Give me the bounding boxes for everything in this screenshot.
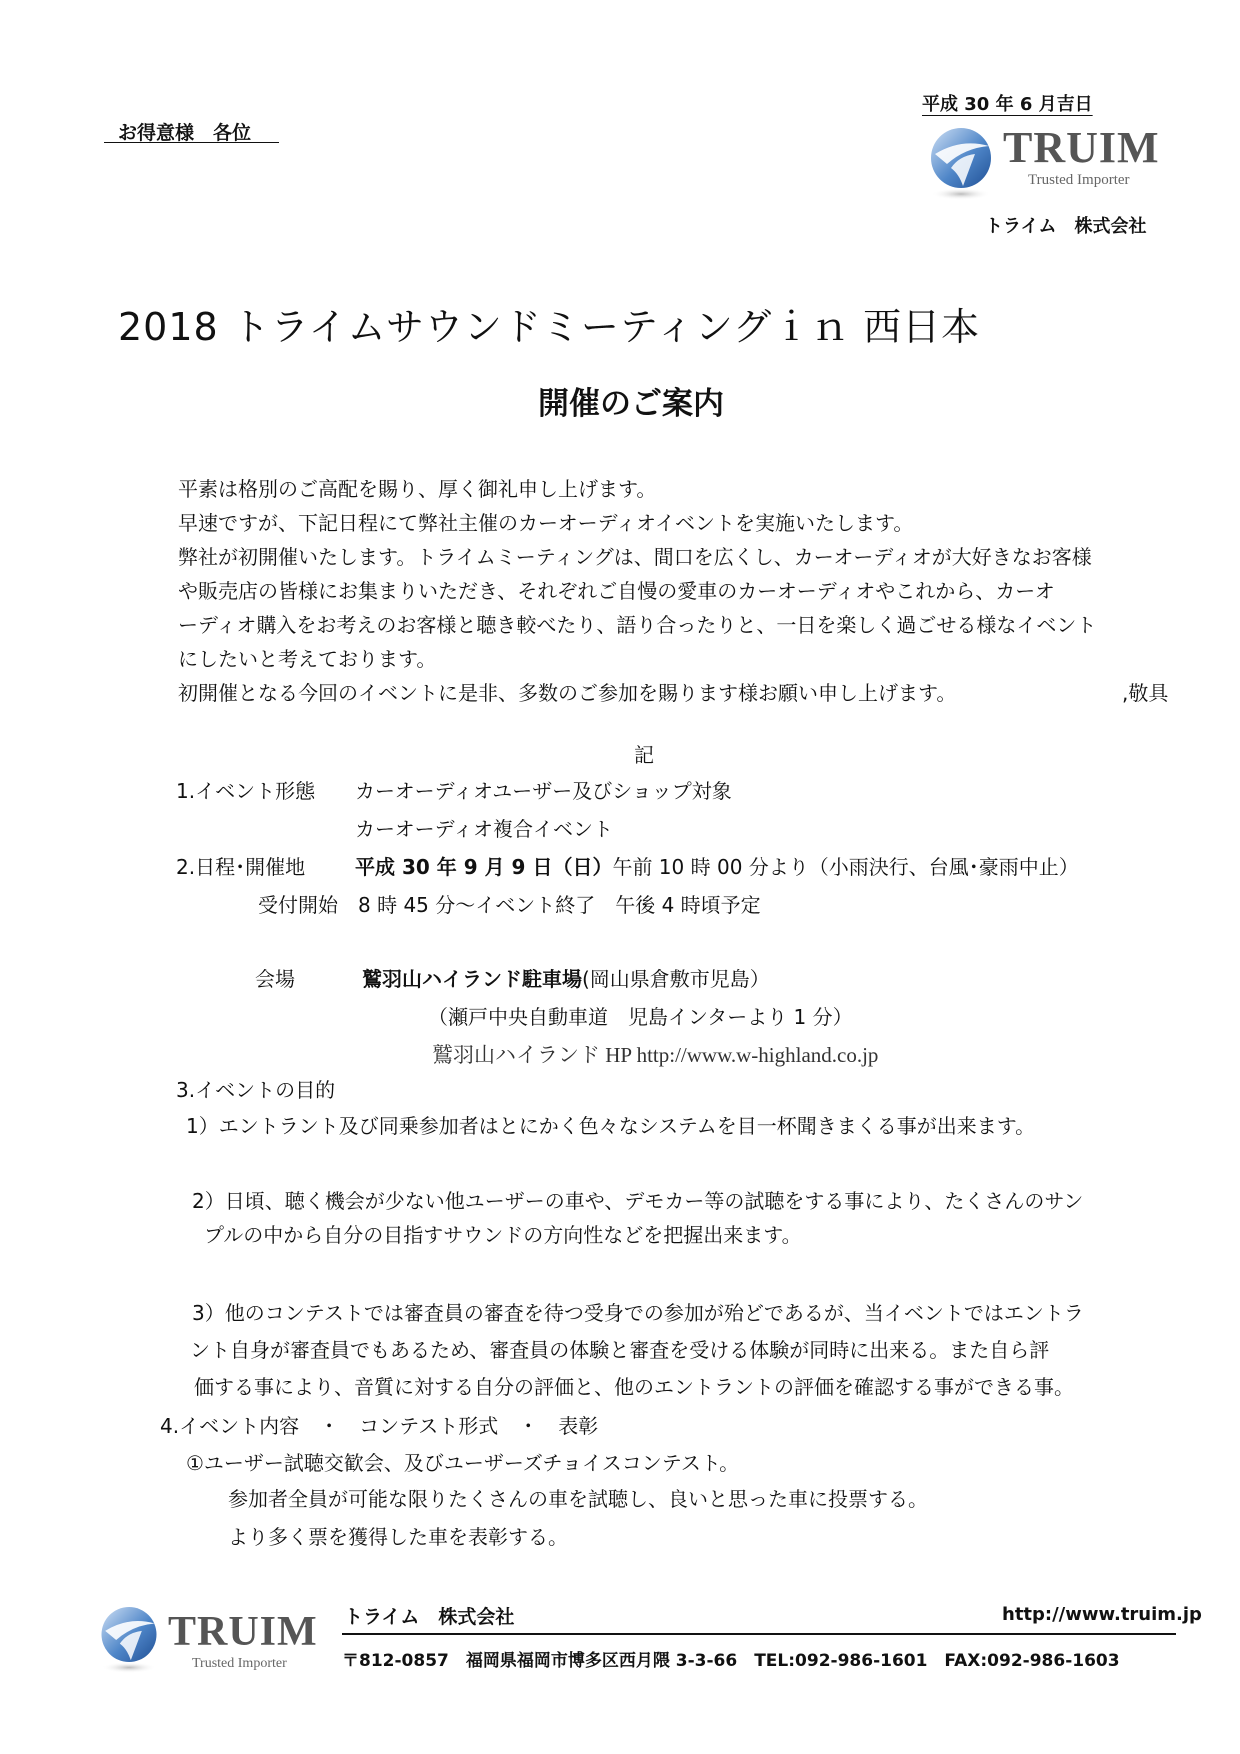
page-subtitle: 開催のご案内 [538,386,724,422]
content-line: より多く票を獲得した車を表彰する。 [228,1525,568,1549]
venue-place: (岡山県倉敷市児島） [582,967,770,991]
closing-keigu: ,敬具 [1122,681,1169,705]
intro-paragraph [178,472,1096,710]
intro-line: 弊社が初開催いたします。トライムミーティングは、間口を広くし、カーオーディオが大好きなお客様 [178,545,1092,569]
section-2-heading: 2.日程･開催地 [176,855,306,879]
event-date-rest: 午前 10 時 00 分より（小雨決行、台風･豪雨中止） [612,855,1079,879]
intro-line: ーディオ購入をお考えのお客様と聴き較べたり、語り合ったりと、一日を楽しく過ごせる様なイベント [178,613,1097,637]
section-1-heading: 1.イベント形態 [176,779,316,803]
intro-line: 初開催となる今回のイベントに是非、多数のご参加を賜ります様お願い申し上げます。 [178,681,957,705]
addressee-text: お得意様 各位 [118,122,252,144]
purpose-line: 2）日頃、聴く機会が少ない他ユーザーの車や、デモカー等の試聴をする事により、たくさんのサン [192,1189,1084,1213]
ki-marker: 記 [634,743,654,767]
purpose-line: 1）エントラント及び同乗参加者はとにかく色々なシステムを目一杯聞きまくる事が出来ます。 [186,1114,1036,1138]
company-name: トライム 株式会社 [985,216,1147,237]
section-1-line: カーオーディオ複合イベント [355,817,613,841]
truim-emblem-icon [925,124,997,204]
addressee-underline [104,142,279,143]
logo-tagline: Trusted Importer [192,1656,287,1671]
venue-homepage-link[interactable]: 鷲羽山ハイランド HP http://www.w-highland.co.jp [432,1043,879,1067]
section-3-heading: 3.イベントの目的 [176,1078,336,1102]
event-date-bold: 平成 30 年 9 月 9 日（日） [355,855,613,879]
header-logo [925,124,1175,204]
venue-access: （瀬戸中央自動車道 児島インターより 1 分） [428,1005,853,1029]
purpose-line: プルの中から自分の目指すサウンドの方向性などを把握出来ます。 [204,1223,802,1247]
venue [362,962,770,996]
reception-time: 受付開始 8 時 45 分～イベント終了 午後 4 時頃予定 [258,893,761,917]
purpose-line: ント自身が審査員でもあるため、審査員の体験と審査を受ける体験が同時に出来る。また自ら評 [190,1338,1050,1362]
document-date: 平成 30 年 6 月吉日 [922,94,1093,115]
footer-divider [342,1633,1176,1635]
addressee [118,118,251,145]
event-date [355,850,1079,884]
section-1-line: カーオーディオユーザー及びショップ対象 [355,779,732,803]
logo-wordmark: TRUIM [168,1609,318,1655]
venue-name: 鷲羽山ハイランド駐車場 [362,967,582,991]
footer-logo [96,1598,336,1688]
logo-wordmark: TRUIM [1003,123,1160,172]
intro-line: 平素は格別のご高配を賜り、厚く御礼申し上げます。 [178,477,657,501]
intro-line: 早速ですが、下記日程にて弊社主催のカーオーディオイベントを実施いたします。 [178,511,914,535]
purpose-line: 価する事により、音質に対する自分の評価と、他のエントラントの評価を確認する事ができる事。 [194,1375,1074,1399]
content-line: 参加者全員が可能な限りたくさんの車を試聴し、良いと思った車に投票する。 [228,1487,928,1511]
page-title: 2018 トライムサウンドミーティングｉｎ 西日本 [118,305,981,349]
logo-tagline: Trusted Importer [1028,172,1130,188]
footer-address: 〒812-0857 福岡県福岡市博多区西月隈 3-3-66 TEL:092-986-1601 FAX:092-986-1603 [342,1651,1120,1671]
purpose-item-1 [186,1109,1035,1143]
section-4-heading: 4.イベント内容 ・ コンテスト形式 ・ 表彰 [160,1414,599,1438]
content-item-title: ①ユーザー試聴交歓会、及びユーザーズチョイスコンテスト。 [186,1451,740,1475]
purpose-item-3 [192,1296,1084,1404]
footer-url[interactable]: http://www.truim.jp [1002,1604,1202,1625]
purpose-line: 3）他のコンテストでは審査員の審査を待つ受身での参加が殆どであるが、当イベントではエントラ [192,1301,1084,1325]
venue-label: 会場 [255,967,295,991]
intro-line: にしたいと考えております。 [178,647,437,671]
content-item-body [228,1482,928,1554]
footer-company: トライム 株式会社 [344,1606,515,1628]
purpose-item-2 [192,1184,1083,1252]
truim-emblem-icon [96,1600,162,1680]
intro-line: や販売店の皆様にお集まりいただき、それぞれご自慢の愛車のカーオーディオやこれから、カーオ [178,579,1055,603]
